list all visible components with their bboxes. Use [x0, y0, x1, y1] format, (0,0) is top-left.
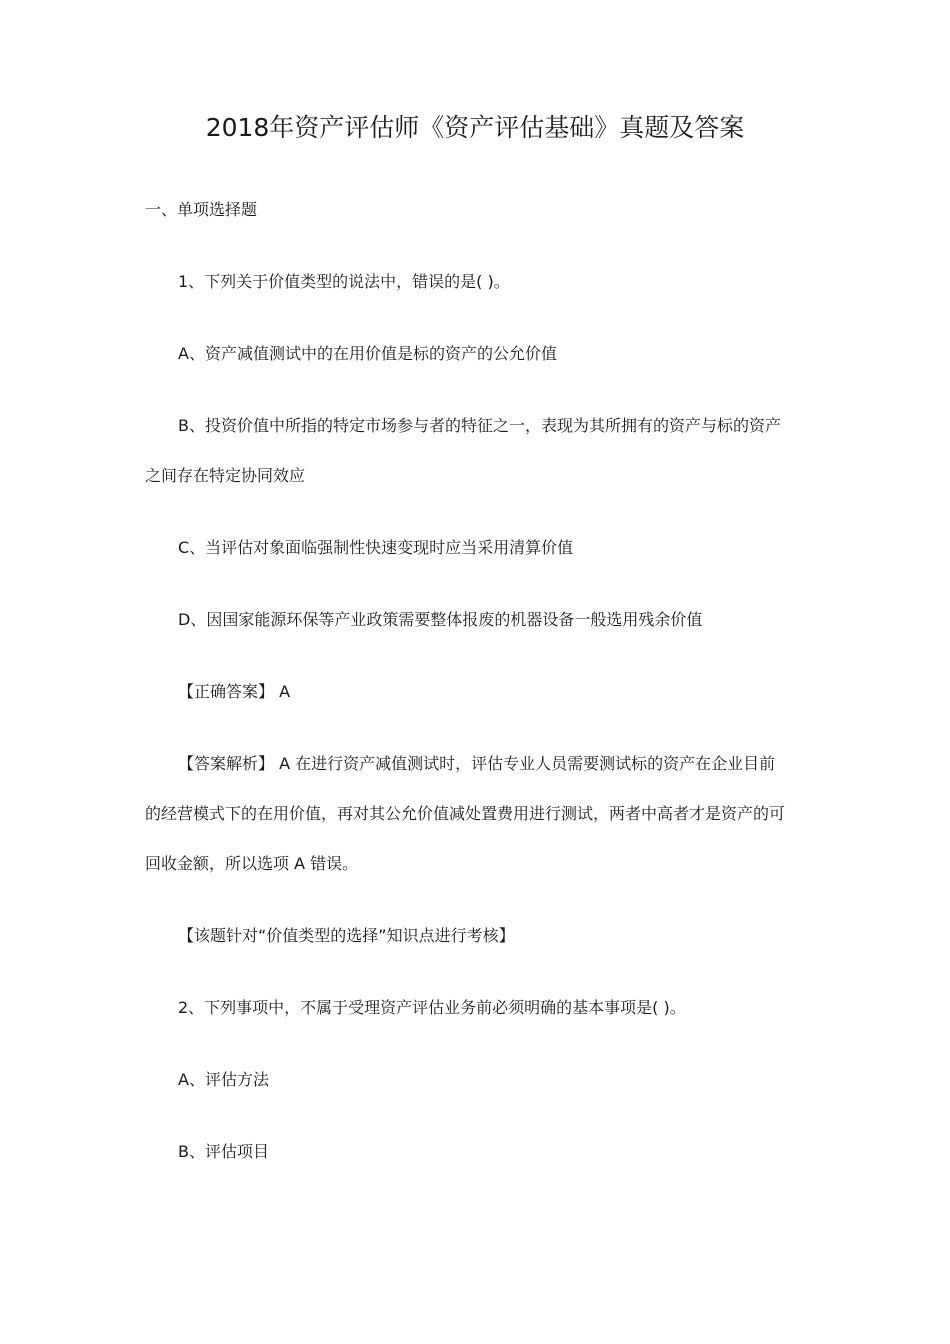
question-1-analysis-line1: 【答案解析】 A 在进行资产减值测试时，评估专业人员需要测试标的资产在企业目前	[178, 754, 776, 773]
question-1-stem: 1、下列关于价值类型的说法中，错误的是( )。	[178, 272, 510, 291]
question-1-analysis-line3: 回收金额，所以选项 A 错误。	[145, 854, 359, 873]
question-1-knowledge-point: 【该题针对“价值类型的选择”知识点进行考核】	[178, 926, 515, 945]
section-heading: 一、单项选择题	[145, 200, 258, 219]
question-1-analysis-line2: 的经营模式下的在用价值，再对其公允价值减处置费用进行测试，两者中高者才是资产的可	[145, 804, 786, 823]
document-title: 2018年资产评估师《资产评估基础》真题及答案	[205, 113, 745, 142]
question-1-option-b-line1: B、投资价值中所指的特定市场参与者的特征之一，表现为其所拥有的资产与标的资产	[178, 416, 781, 435]
question-2-stem: 2、下列事项中，不属于受理资产评估业务前必须明确的基本事项是( )。	[178, 998, 686, 1017]
question-1-option-d: D、因国家能源环保等产业政策需要整体报废的机器设备一般选用残余价值	[178, 610, 703, 629]
question-1-option-b-line2: 之间存在特定协同效应	[145, 466, 306, 485]
question-2-option-a: A、评估方法	[178, 1070, 269, 1089]
question-1-option-a: A、资产减值测试中的在用价值是标的资产的公允价值	[178, 344, 557, 363]
question-1-option-c: C、当评估对象面临强制性快速变现时应当采用清算价值	[178, 538, 574, 557]
question-2-option-b: B、评估项目	[178, 1142, 269, 1161]
question-1-answer: 【正确答案】 A	[178, 682, 291, 701]
